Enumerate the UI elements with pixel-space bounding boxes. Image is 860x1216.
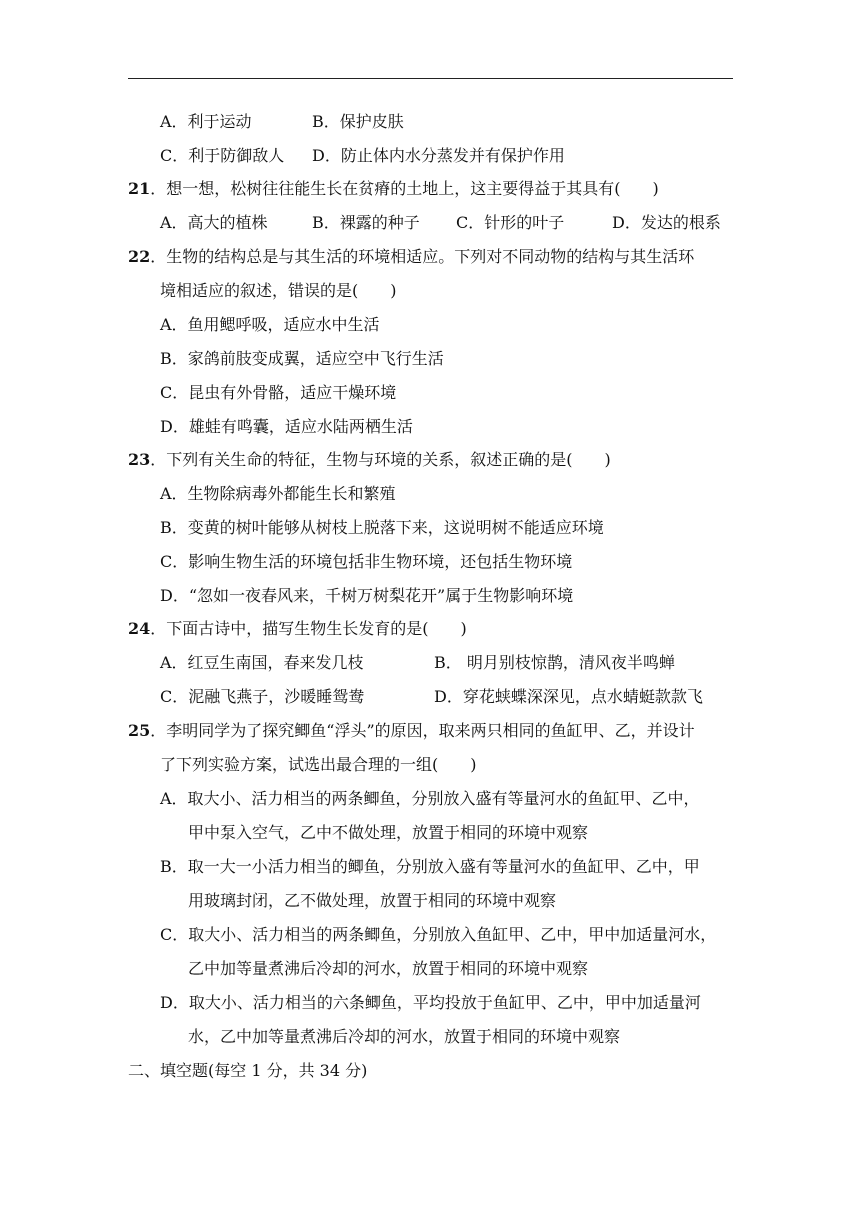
- q21-number: 21: [128, 179, 151, 198]
- q21-option-c: C．针形的叶子: [456, 213, 565, 232]
- q22-stem: [128, 246, 694, 268]
- q25-stem: [128, 720, 695, 742]
- q25-option-a-line-2: 甲中泵入空气，乙中不做处理，放置于相同的环境中观察: [188, 823, 589, 842]
- q23-stem: [128, 449, 611, 471]
- q25-option-b-line-1: B．取一大一小活力相当的鲫鱼，分别放入盛有等量河水的鱼缸甲、乙中，甲: [160, 857, 700, 876]
- q24-stem: [128, 618, 467, 640]
- q23-number: 23: [128, 450, 151, 469]
- q25-number: 25: [128, 721, 151, 740]
- q20-option-c: C．利于防御敌人: [160, 146, 285, 165]
- q23-option-b: B．变黄的树叶能够从树枝上脱落下来，这说明树不能适应环境: [160, 518, 604, 537]
- q20-option-b: B．保护皮肤: [312, 112, 404, 131]
- q25-stem-text-2: 了下列实验方案，试选出最合理的一组( ): [160, 755, 477, 774]
- q25-option-c-line-2: 乙中加等量煮沸后冷却的河水，放置于相同的环境中观察: [188, 959, 589, 978]
- q25-option-d-line-2: 水，乙中加等量煮沸后冷却的河水，放置于相同的环境中观察: [188, 1027, 621, 1046]
- q24-option-d: D．穿花蛱蝶深深见，点水蜻蜓款款飞: [434, 687, 703, 706]
- q22-number: 22: [128, 247, 151, 266]
- section-2-heading: 二、填空题(每空 1 分，共 34 分): [128, 1061, 368, 1080]
- q21-stem-text: ．想一想，松树往往能生长在贫瘠的土地上，这主要得益于其具有( ): [150, 179, 659, 198]
- q24-option-c: C．泥融飞燕子，沙暖睡鸳鸯: [160, 687, 365, 706]
- q25-option-b-line-2: 用玻璃封闭，乙不做处理，放置于相同的环境中观察: [188, 891, 557, 910]
- q24-option-b: B． 明月别枝惊鹊，清风夜半鸣蝉: [434, 653, 675, 672]
- q25-option-c-line-1: C．取大小、活力相当的两条鲫鱼，分别放入鱼缸甲、乙中，甲中加适量河水，: [160, 925, 717, 944]
- q24-stem-text: ．下面古诗中，描写生物生长发育的是( ): [150, 619, 467, 638]
- q25-option-a-line-1: A．取大小、活力相当的两条鲫鱼，分别放入盛有等量河水的鱼缸甲、乙中，: [160, 789, 700, 808]
- q22-stem-text-2: 境相适应的叙述，错误的是( ): [160, 281, 397, 300]
- q23-stem-text: ．下列有关生命的特征，生物与环境的关系，叙述正确的是( ): [150, 450, 611, 469]
- q20-option-a: A．利于运动: [160, 112, 252, 131]
- q22-option-b: B．家鸽前肢变成翼，适应空中飞行生活: [160, 349, 444, 368]
- q23-option-c: C．影响生物生活的环境包括非生物环境，还包括生物环境: [160, 552, 573, 571]
- q24-option-a: A．红豆生南国，春来发几枝: [160, 653, 364, 672]
- q22-stem-text-1: ．生物的结构总是与其生活的环境相适应。下列对不同动物的结构与其生活环: [150, 247, 695, 266]
- q22-option-c: C．昆虫有外骨骼，适应干燥环境: [160, 383, 397, 402]
- q22-option-d: D．雄蛙有鸣囊，适应水陆两栖生活: [160, 417, 413, 436]
- q25-option-d-line-1: D．取大小、活力相当的六条鲫鱼，平均投放于鱼缸甲、乙中，甲中加适量河: [160, 993, 701, 1012]
- q23-option-a: A．生物除病毒外都能生长和繁殖: [160, 484, 396, 503]
- q21-stem: [128, 178, 659, 200]
- q21-option-a: A．高大的植株: [160, 213, 268, 232]
- q23-option-d: D．“忽如一夜春风来，千树万树梨花开”属于生物影响环境: [160, 586, 574, 605]
- q20-option-d: D．防止体内水分蒸发并有保护作用: [312, 146, 565, 165]
- q22-option-a: A．鱼用鳃呼吸，适应水中生活: [160, 315, 380, 334]
- q21-option-d: D．发达的根系: [612, 213, 721, 232]
- q21-option-b: B．裸露的种子: [312, 213, 420, 232]
- q25-stem-text-1: ．李明同学为了探究鲫鱼“浮头”的原因，取来两只相同的鱼缸甲、乙，并设计: [150, 721, 695, 740]
- q24-number: 24: [128, 619, 151, 638]
- header-rule: [128, 78, 733, 79]
